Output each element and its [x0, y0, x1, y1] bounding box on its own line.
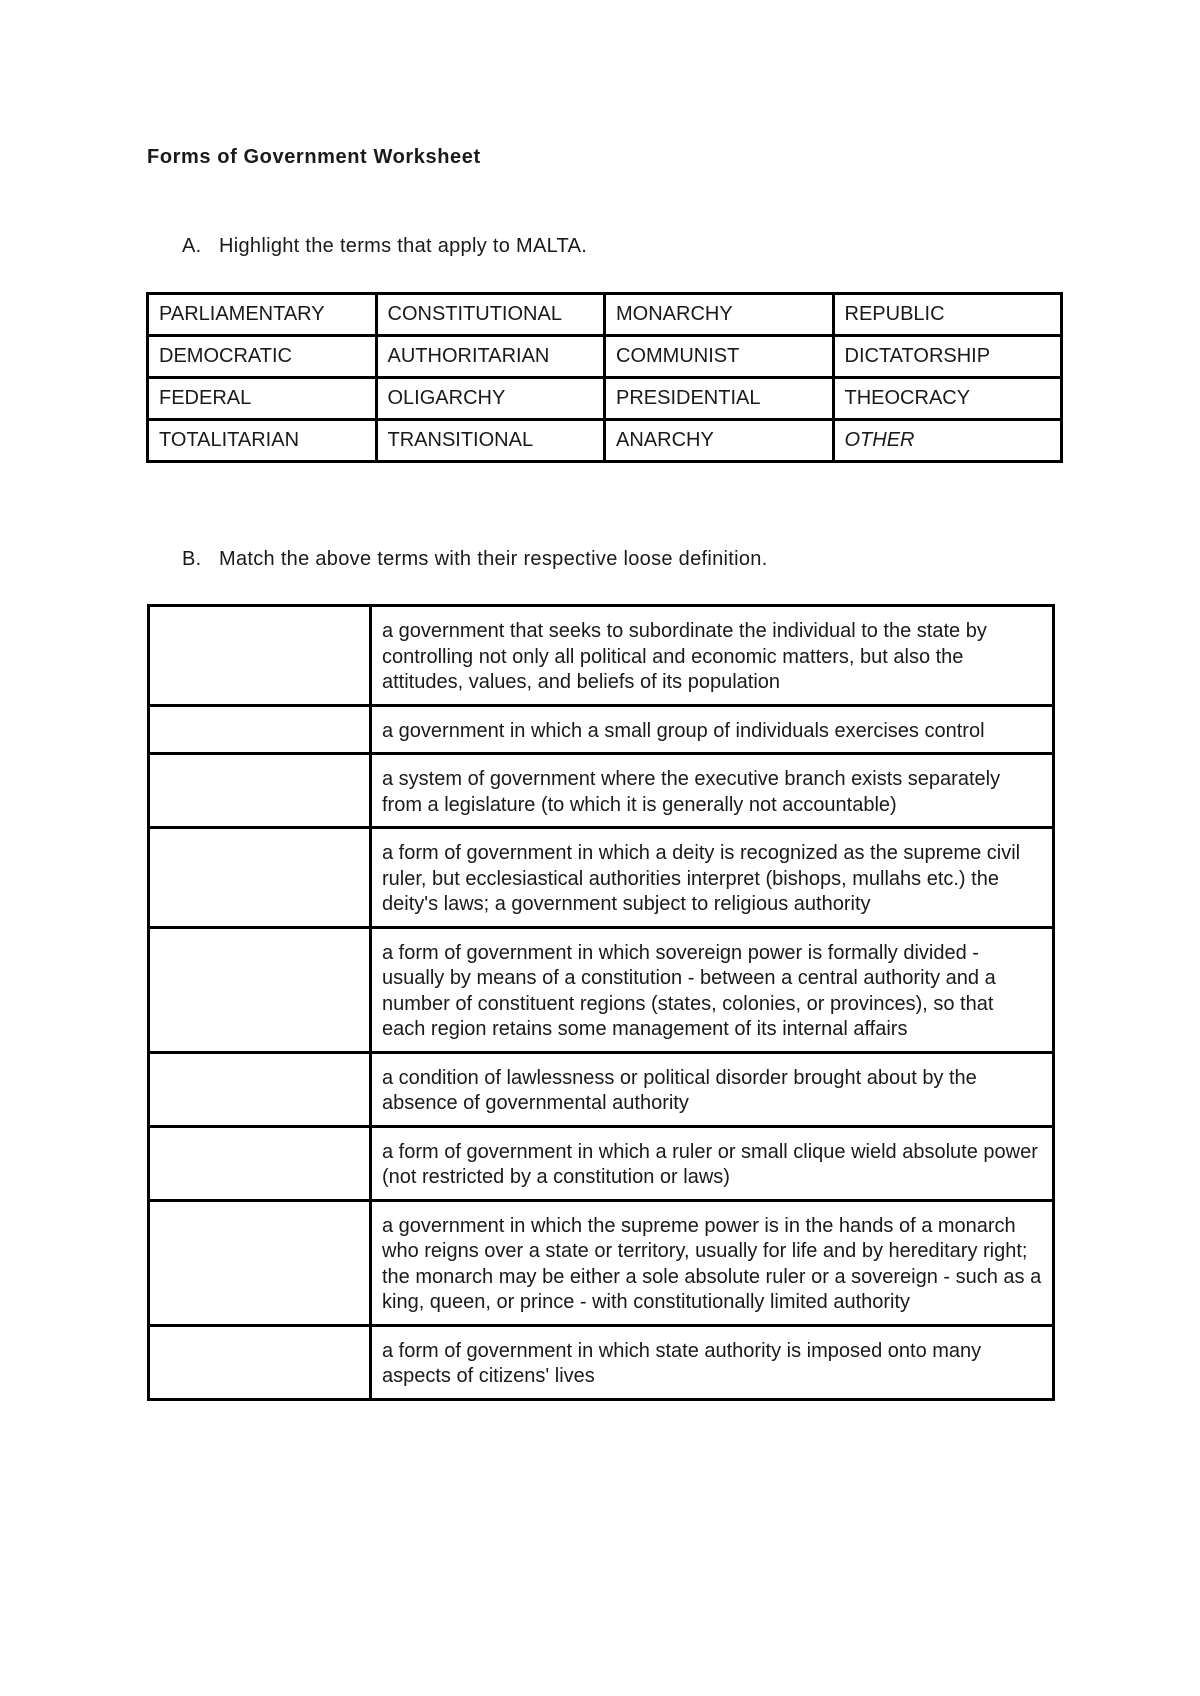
answer-cell[interactable] [149, 927, 371, 1052]
answer-cell[interactable] [149, 1052, 371, 1126]
section-b-instruction: Match the above terms with their respective loose definition. [219, 548, 768, 570]
section-a-marker: A. [182, 235, 202, 257]
section-b-heading [182, 548, 768, 571]
answer-cell[interactable] [149, 1325, 371, 1399]
term-cell[interactable]: AUTHORITARIAN [376, 336, 605, 378]
definition-row [149, 1052, 1054, 1126]
term-cell-other[interactable]: OTHER [833, 420, 1062, 462]
term-cell[interactable]: ANARCHY [605, 420, 834, 462]
section-a-instruction: Highlight the terms that apply to MALTA. [219, 235, 588, 257]
answer-cell[interactable] [149, 705, 371, 754]
term-cell[interactable]: OLIGARCHY [376, 378, 605, 420]
term-cell[interactable]: PARLIAMENTARY [148, 294, 377, 336]
answer-cell[interactable] [149, 828, 371, 928]
definitions-table [147, 604, 1055, 1401]
answer-cell[interactable] [149, 1126, 371, 1200]
definition-row [149, 754, 1054, 828]
section-b-marker: B. [182, 548, 202, 570]
term-cell[interactable]: PRESIDENTIAL [605, 378, 834, 420]
page-title: Forms of Government Worksheet [147, 146, 481, 168]
term-cell[interactable]: THEOCRACY [833, 378, 1062, 420]
definition-row [149, 1325, 1054, 1399]
definition-text: a form of government in which state authority is imposed onto many aspects of citizens' lives [371, 1325, 1054, 1399]
definition-text: a government in which the supreme power is in the hands of a monarch who reigns over a state or territory, usually for life and by hereditary right; the monarch may be either a sole absolute ruler or a sovereign - such as a king, queen, or prince - with constitutionally limited authority [371, 1200, 1054, 1325]
terms-row [148, 420, 1062, 462]
term-cell[interactable]: DICTATORSHIP [833, 336, 1062, 378]
definition-row [149, 1200, 1054, 1325]
terms-row [148, 294, 1062, 336]
terms-row [148, 336, 1062, 378]
definition-text: a government in which a small group of individuals exercises control [371, 705, 1054, 754]
definition-text: a form of government in which a ruler or small clique wield absolute power (not restricted by a constitution or laws) [371, 1126, 1054, 1200]
definition-row [149, 927, 1054, 1052]
terms-row [148, 378, 1062, 420]
definition-text: a form of government in which a deity is recognized as the supreme civil ruler, but ecclesiastical authorities interpret (bishops, mullahs etc.) the deity's laws; a government subject to religious authority [371, 828, 1054, 928]
term-cell[interactable]: MONARCHY [605, 294, 834, 336]
term-cell[interactable]: TOTALITARIAN [148, 420, 377, 462]
definition-row [149, 828, 1054, 928]
terms-table [146, 292, 1063, 463]
definition-row [149, 705, 1054, 754]
definition-text: a condition of lawlessness or political disorder brought about by the absence of governmental authority [371, 1052, 1054, 1126]
term-cell[interactable]: CONSTITUTIONAL [376, 294, 605, 336]
term-cell[interactable]: FEDERAL [148, 378, 377, 420]
answer-cell[interactable] [149, 754, 371, 828]
term-cell[interactable]: COMMUNIST [605, 336, 834, 378]
term-cell[interactable]: DEMOCRATIC [148, 336, 377, 378]
definition-row [149, 606, 1054, 706]
section-a-heading [182, 235, 587, 258]
definition-text: a system of government where the executive branch exists separately from a legislature (to which it is generally not accountable) [371, 754, 1054, 828]
answer-cell[interactable] [149, 1200, 371, 1325]
definition-text: a form of government in which sovereign power is formally divided - usually by means of a constitution - between a central authority and a number of constituent regions (states, colonies, or provinces), so that each region retains some management of its internal affairs [371, 927, 1054, 1052]
definition-text: a government that seeks to subordinate the individual to the state by controlling not only all political and economic matters, but also the attitudes, values, and beliefs of its population [371, 606, 1054, 706]
definition-row [149, 1126, 1054, 1200]
term-cell[interactable]: REPUBLIC [833, 294, 1062, 336]
term-cell[interactable]: TRANSITIONAL [376, 420, 605, 462]
answer-cell[interactable] [149, 606, 371, 706]
